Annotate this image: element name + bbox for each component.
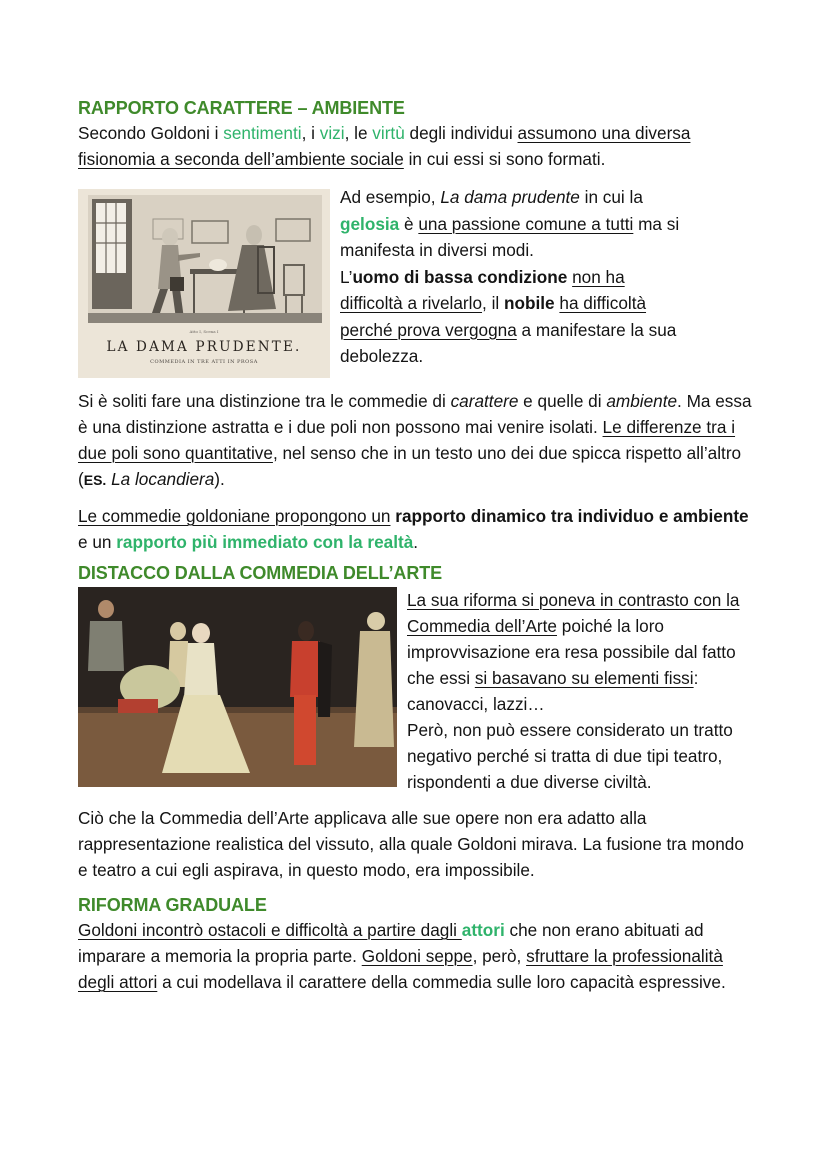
text: in cui essi si sono formati. — [403, 149, 606, 169]
underlined-text: si basavano su elementi fissi — [474, 668, 694, 688]
text: . — [413, 532, 419, 552]
section-heading-riforma: RIFORMA GRADUALE — [78, 895, 267, 915]
section-heading-distacco: DISTACCO DALLA COMMEDIA DELL’ARTE — [78, 563, 443, 583]
text: che non erano abituati ad imparare a memoria la propria parte. — [78, 920, 704, 966]
highlight-sentimenti: sentimenti — [223, 123, 302, 143]
underlined-text: non ha difficoltà a rivelarlo — [340, 266, 625, 313]
text: Però, non può essere considerato un tratto negativo perché si tratta di due tipi teatro, rispondenti a due diverse civiltà. — [407, 720, 733, 792]
bold-text: nobile — [504, 293, 555, 313]
distacco-row — [78, 587, 758, 795]
text: ma si manifesta in diversi modi. — [340, 213, 680, 260]
text: Ad esempio, — [340, 187, 441, 207]
underlined-text: assumono una diversa fisionomia a seconda dell’ambiente sociale — [78, 123, 691, 169]
underlined-text: Le differenze tra i due poli sono quantitative — [78, 417, 736, 463]
text: . Ma essa è una distinzione astratta e i due poli non possono mai venire isolati. — [78, 391, 752, 437]
text: , il — [482, 293, 504, 313]
highlight-attori: attori — [461, 920, 505, 940]
distacco-side-paragraph — [407, 587, 758, 795]
bold-text: uomo di bassa condizione — [352, 266, 568, 287]
image-commedia-dell-arte — [78, 587, 397, 787]
highlight-text: rapporto più immediato con la realtà — [116, 532, 414, 552]
dynamic-paragraph — [78, 503, 758, 555]
riforma-paragraph — [78, 917, 758, 995]
text: è — [399, 213, 419, 234]
distinction-paragraph — [78, 388, 758, 493]
text: , le — [344, 123, 373, 143]
distacco-paragraph: Ciò che la Commedia dell’Arte applicava alle sue opere non era adatto alla rappresentazione realistica del vissuto, alla quale Goldoni mirava. La fusione tra mondo e teatro a cui egli aspirava, in questo modo, era impossibile. — [78, 808, 744, 880]
image-caption-subtitle: COMMEDIA IN TRE ATTI IN PROSA — [150, 359, 258, 365]
title-la-locandiera: La locandiera — [111, 469, 215, 489]
example-paragraph — [340, 184, 685, 378]
image-caption-title: LA DAMA PRUDENTE. — [106, 339, 302, 355]
example-row — [78, 184, 758, 378]
text: ). — [214, 469, 225, 489]
image-la-dama-prudente — [78, 189, 330, 378]
document-page — [78, 96, 758, 995]
section-heading-carattere-ambiente: RAPPORTO CARATTERE – AMBIENTE — [78, 98, 405, 118]
text: , però, — [472, 946, 527, 966]
highlight-gelosia: gelosia — [340, 213, 400, 234]
text: a manifestare la sua debolezza. — [340, 319, 677, 366]
intro-paragraph — [78, 120, 758, 172]
text: , nel senso che in un testo uno dei due spicca rispetto all’altro ( — [78, 443, 742, 489]
underlined-text: ha difficoltà perché prova vergogna — [340, 293, 647, 340]
text: a cui modellava il carattere della commedia sulle loro capacità espressive. — [157, 972, 726, 992]
painting-illustration — [78, 587, 397, 787]
underlined-text: Goldoni seppe — [361, 946, 473, 966]
text: e quelle di — [518, 391, 607, 411]
italic-text: ambiente — [606, 391, 678, 411]
underlined-text: La sua riforma si poneva in contrasto con la Commedia dell’Arte — [407, 590, 740, 636]
underlined-text: Le commedie goldoniane propongono un — [78, 506, 391, 526]
text: e un — [78, 532, 117, 552]
title-la-dama-prudente: La dama prudente — [440, 187, 580, 207]
bold-text: rapporto dinamico tra individuo e ambiente — [395, 506, 749, 526]
text: Secondo Goldoni i — [78, 123, 224, 143]
underlined-text: sfruttare la professionalità degli attori — [78, 946, 723, 992]
highlight-virtu: virtù — [372, 123, 405, 143]
image-caption-small: Atto I, Scena I — [189, 329, 219, 334]
italic-text: carattere — [450, 391, 519, 411]
text: Si è soliti fare una distinzione tra le commedie di — [78, 391, 451, 411]
underlined-text: una passione comune a tutti — [418, 213, 634, 234]
text: : canovacci, lazzi… — [407, 668, 699, 714]
text: degli individui — [404, 123, 518, 143]
text: , i — [301, 123, 320, 143]
text: L’ — [340, 266, 353, 287]
text: in cui la — [579, 187, 643, 207]
underlined-text: Goldoni incontrò ostacoli e difficoltà a partire dagli — [78, 920, 462, 940]
highlight-vizi: vizi — [319, 123, 345, 143]
example-label: ES. — [83, 472, 107, 488]
text: poiché la loro improvvisazione era resa possibile dal fatto che essi — [407, 616, 736, 688]
